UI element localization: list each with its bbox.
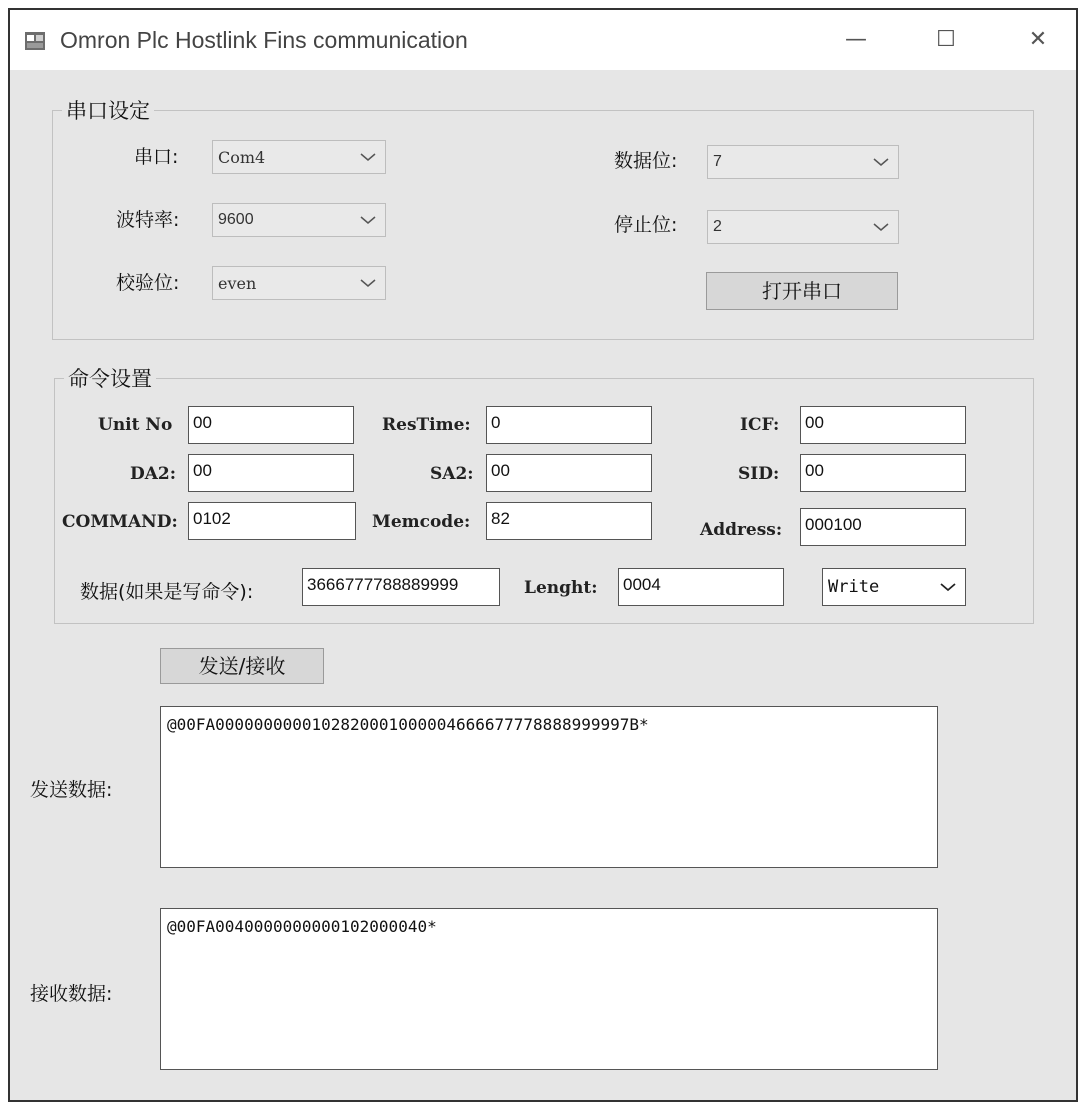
close-button[interactable]: ✕ xyxy=(1028,27,1048,52)
databits-select[interactable] xyxy=(707,145,899,179)
memcode-label: Memcode: xyxy=(372,512,471,532)
icf-input[interactable]: 00 xyxy=(800,406,966,444)
restime-input[interactable]: 0 xyxy=(486,406,652,444)
stopbits-value: 2 xyxy=(713,218,722,235)
mode-select[interactable] xyxy=(822,568,966,606)
sid-input[interactable]: 00 xyxy=(800,454,966,492)
port-select[interactable] xyxy=(212,140,386,174)
write-data-label: 数据(如果是写命令): xyxy=(80,581,254,603)
baud-label: 波特率: xyxy=(116,209,180,231)
databits-value: 7 xyxy=(713,153,722,170)
icf-label: ICF: xyxy=(740,415,780,435)
stopbits-label: 停止位: xyxy=(614,214,678,236)
stopbits-select[interactable] xyxy=(707,210,899,244)
minimize-button[interactable]: — xyxy=(845,27,867,52)
chevron-down-icon[interactable] xyxy=(864,211,898,243)
send-data-textarea[interactable]: @00FA0000000000102820001000004666677778888999997B* xyxy=(160,706,938,868)
unit-no-input[interactable]: 00 xyxy=(188,406,354,444)
sid-label: SID: xyxy=(738,464,780,484)
sa2-label: SA2: xyxy=(430,464,474,484)
parity-label: 校验位: xyxy=(116,272,180,294)
restime-label: ResTime: xyxy=(382,415,471,435)
address-input[interactable]: 000100 xyxy=(800,508,966,546)
window-title: Omron Plc Hostlink Fins communication xyxy=(60,27,468,53)
sa2-input[interactable]: 00 xyxy=(486,454,652,492)
databits-label: 数据位: xyxy=(614,150,678,172)
port-value: Com4 xyxy=(218,148,266,167)
da2-input[interactable]: 00 xyxy=(188,454,354,492)
title-bar xyxy=(10,10,1076,70)
da2-label: DA2: xyxy=(130,464,177,484)
receive-data-label: 接收数据: xyxy=(30,983,113,1005)
chevron-down-icon[interactable] xyxy=(351,141,385,173)
parity-value: even xyxy=(218,274,257,293)
send-receive-button[interactable]: 发送/接收 xyxy=(160,648,324,684)
length-label: Lenght: xyxy=(524,578,598,598)
chevron-down-icon[interactable] xyxy=(931,569,965,605)
length-input[interactable]: 0004 xyxy=(618,568,784,606)
receive-data-textarea[interactable]: @00FA0040000000000102000040* xyxy=(160,908,938,1070)
send-data-label: 发送数据: xyxy=(30,779,113,801)
mode-value: Write xyxy=(828,577,880,597)
chevron-down-icon[interactable] xyxy=(351,204,385,236)
app-window-icon xyxy=(24,30,46,52)
write-data-input[interactable]: 3666777788889999 xyxy=(302,568,500,606)
unit-no-label: Unit No xyxy=(98,415,173,435)
chevron-down-icon[interactable] xyxy=(351,267,385,299)
command-label: COMMAND: xyxy=(62,512,178,532)
memcode-input[interactable]: 82 xyxy=(486,502,652,540)
main-window xyxy=(8,8,1078,1102)
serial-settings-legend: 串口设定 xyxy=(62,95,154,125)
address-label: Address: xyxy=(700,520,783,540)
baud-select[interactable] xyxy=(212,203,386,237)
command-settings-legend: 命令设置 xyxy=(64,363,156,393)
port-label: 串口: xyxy=(134,146,179,168)
command-input[interactable]: 0102 xyxy=(188,502,356,540)
open-port-button[interactable]: 打开串口 xyxy=(706,272,898,310)
baud-value: 9600 xyxy=(218,211,254,228)
maximize-button[interactable]: ☐ xyxy=(936,27,956,52)
chevron-down-icon[interactable] xyxy=(864,146,898,178)
parity-select[interactable] xyxy=(212,266,386,300)
